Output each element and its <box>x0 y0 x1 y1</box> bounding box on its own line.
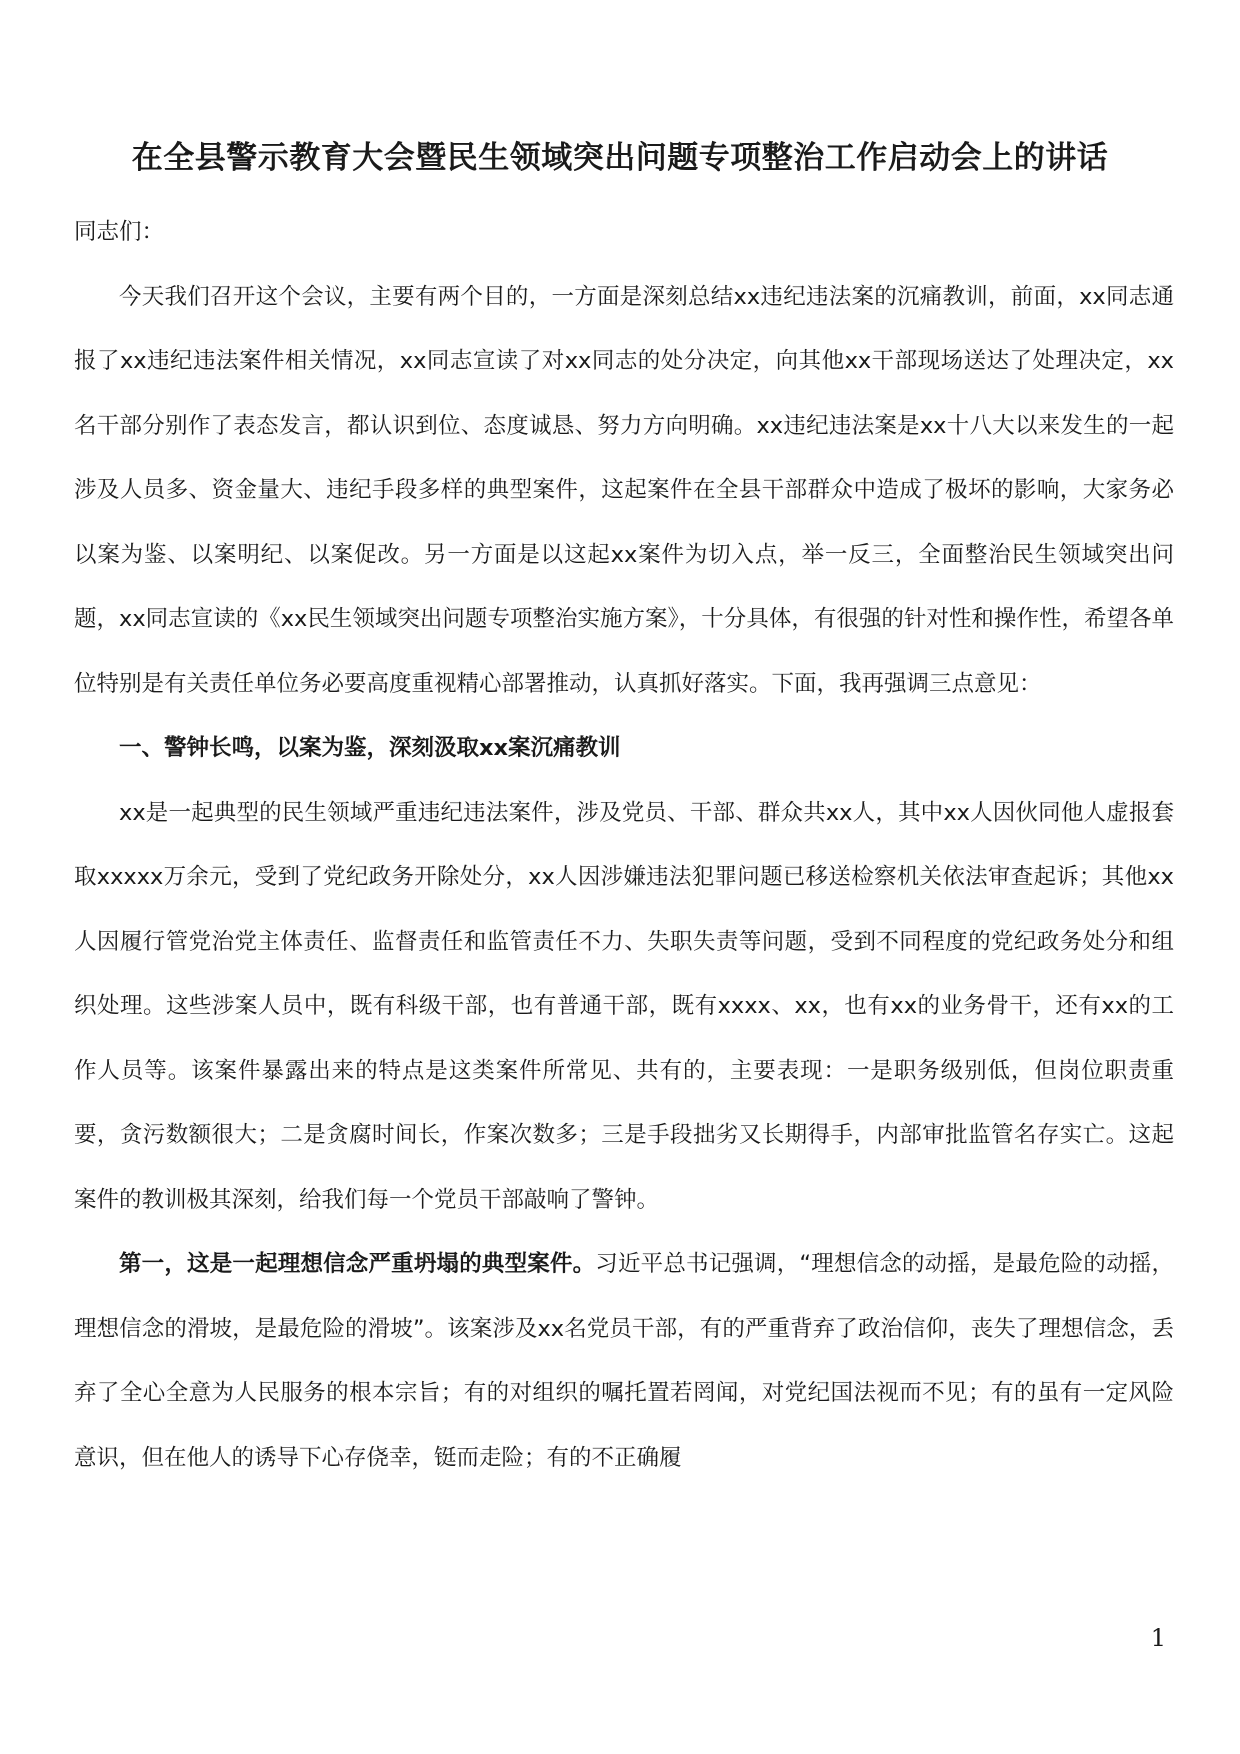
paragraph-case-summary: xx是一起典型的民生领域严重违纪违法案件，涉及党员、干部、群众共xx人，其中xx人因伙同他人虚报套取xxxxx万余元，受到了党纪政务开除处分，xx人因涉嫌违法犯罪问题已移送检察机关依法审查起诉；其他xx人因履行管党治党主体责任、监督责任和监管责任不力、失职失责等问题，受到不同程度的党纪政务处分和组织处理。这些涉案人员中，既有科级干部，也有普通干部，既有xxxx、xx，也有xx的业务骨干，还有xx的工作人员等。该案件暴露出来的特点是这类案件所常见、共有的，主要表现：一是职务级别低，但岗位职责重要，贪污数额很大；二是贪腐时间长，作案次数多；三是手段拙劣又长期得手，内部审批监管名存实亡。这起案件的教训极其深刻，给我们每一个党员干部敲响了警钟。 <box>74 799 1174 1213</box>
document-body <box>74 200 1174 1490</box>
salutation: 同志们： <box>74 219 165 245</box>
section-heading-1: 一、警钟长鸣，以案为鉴，深刻汲取xx案沉痛教训 <box>119 735 621 761</box>
paragraph-first-point <box>74 1232 1174 1490</box>
first-point-lead: 第一，这是一起理想信念严重坍塌的典型案件。 <box>119 1251 596 1277</box>
paragraph-intro: 今天我们召开这个会议，主要有两个目的，一方面是深刻总结xx违纪违法案的沉痛教训，前面，xx同志通报了xx违纪违法案件相关情况，xx同志宣读了对xx同志的处分决定，向其他xx干部现场送达了处理决定，xx名干部分别作了表态发言，都认识到位、态度诚恳、努力方向明确。xx违纪违法案是xx十八大以来发生的一起涉及人员多、资金量大、违纪手段多样的典型案件，这起案件在全县干部群众中造成了极坏的影响，大家务必以案为鉴、以案明纪、以案促改。另一方面是以这起xx案件为切入点，举一反三，全面整治民生领域突出问题，xx同志宣读的《xx民生领域突出问题专项整治实施方案》，十分具体，有很强的针对性和操作性，希望各单位特别是有关责任单位务必要高度重视精心部署推动，认真抓好落实。下面，我再强调三点意见： <box>74 283 1174 697</box>
page-number: 1 <box>1150 1624 1166 1652</box>
document-title: 在全县警示教育大会暨民生领域突出问题专项整治工作启动会上的讲话 <box>131 140 1109 176</box>
first-point-text: 习近平总书记强调，“理想信念的动摇，是最危险的动摇，理想信念的滑坡，是最危险的滑坡”。该案涉及xx名党员干部，有的严重背弃了政治信仰，丧失了理想信念，丢弃了全心全意为人民服务的根本宗旨；有的对组织的嘱托置若罔闻，对党纪国法视而不见；有的虽有一定风险意识，但在他人的诱导下心存侥幸，铤而走险；有的不正确履 <box>74 1251 1174 1471</box>
